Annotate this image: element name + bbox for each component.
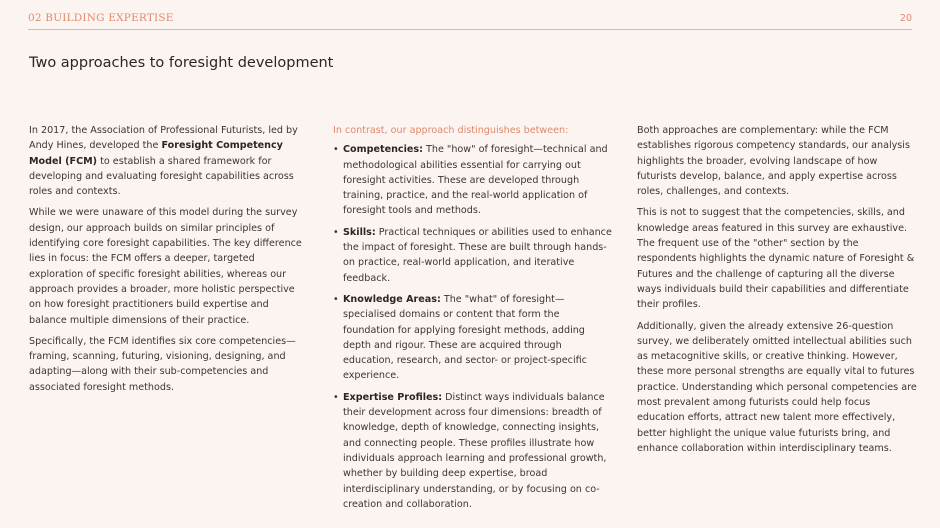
list-item-competencies: [333, 142, 613, 218]
list-item-term: Skills:: [343, 226, 376, 238]
list-item-text: The "how" of foresight—technical and methodological abilities essential for carrying out foresight activities. These are developed through training, practice, and the real-world application of foresight tools and methods.: [343, 144, 608, 217]
paragraph-fcm-origin: [29, 123, 309, 199]
list-item-text: Practical techniques or abilities used to enhance the impact of foresight. These are built through hands-on practice, real-world application, and iterative feedback.: [343, 226, 612, 284]
paragraph-fcm-competencies: Specifically, the FCM identifies six core competencies—framing, scanning, futuring, visioning, designing, and adapting—along with their sub-competencies and associated foresight methods.: [29, 335, 296, 393]
page-header: [28, 12, 912, 30]
fcm-term: Foresight Competency Model (FCM): [29, 140, 283, 167]
section-label: 02 BUILDING EXPERTISE: [28, 12, 174, 24]
list-item-term: Knowledge Areas:: [343, 293, 441, 305]
list-item-knowledge-areas: [333, 292, 613, 384]
bullet-icon: •: [333, 144, 339, 156]
text-span: to establish a shared framework for developing and evaluating foresight capabilities across roles and contexts.: [29, 155, 294, 198]
paragraph-omitted-abilities: Additionally, given the already extensive 26-question survey, we deliberately omitted intellectual abilities such as metacognitive skills, or creative thinking. However, these more personal strengths are equally vital to futures practice. Understanding which personal competencies are most prevalent among futurists could help focus education efforts, attract new talent more effectively, better highlight the unique value futurists bring, and enhance collaboration within interdisciplinary teams.: [637, 320, 917, 454]
list-item-expertise-profiles: [333, 390, 613, 512]
paragraph-not-exhaustive: This is not to suggest that the competencies, skills, and knowledge areas featured in this survey are exhaustive. The frequent use of the "other" section by the respondents highlights the dynamic nature of Foresight & Futures and the challenge of capturing all the diverse ways individuals build their capabilities and differentiate their profiles.: [637, 207, 915, 311]
page-number: 20: [899, 13, 912, 24]
bullet-icon: •: [333, 391, 339, 403]
list-item-term: Competencies:: [343, 144, 423, 156]
column-approach-list: [333, 123, 613, 518]
text-span: In 2017, the Association of Professional Futurists, led by Andy Hines, developed the: [29, 125, 298, 152]
column-fcm-intro: [29, 123, 309, 401]
bullet-icon: •: [333, 293, 339, 305]
list-item-text: Distinct ways individuals balance their development across four dimensions: breadth of knowledge, depth of knowledge, connecting insights, and connecting people. These profiles illustrate how individuals approach learning and professional growth, whether by building deep expertise, broad interdisciplinary understanding, or by focusing on co-creation and collaboration.: [343, 391, 607, 510]
bullet-icon: •: [333, 226, 339, 238]
list-lead-in: In contrast, our approach distinguishes between:: [333, 125, 569, 136]
column-complementary: [637, 123, 917, 462]
list-item-term: Expertise Profiles:: [343, 391, 443, 403]
list-item-text: The "what" of foresight—specialised domains or content that form the foundation for applying foresight methods, adding depth and rigour. These are acquired through education, research, and sector- or project-specific experience.: [343, 293, 587, 382]
paragraph-approach-difference: While we were unaware of this model during the survey design, our approach builds on similar principles of identifying core foresight capabilities. The key difference lies in focus: the FCM offers a deeper, targeted exploration of specific foresight abilities, whereas our approach provides a broader, more holistic perspective on how foresight practitioners build expertise and balance multiple dimensions of their practice.: [29, 207, 302, 326]
paragraph-complementary: Both approaches are complementary: while the FCM establishes rigorous competency standards, our analysis highlights the broader, evolving landscape of how futurists develop, balance, and apply expertise across roles, challenges, and contexts.: [637, 125, 910, 198]
dimension-list: [333, 142, 613, 512]
list-item-skills: [333, 225, 613, 286]
page-title: Two approaches to foresight development: [29, 55, 334, 71]
